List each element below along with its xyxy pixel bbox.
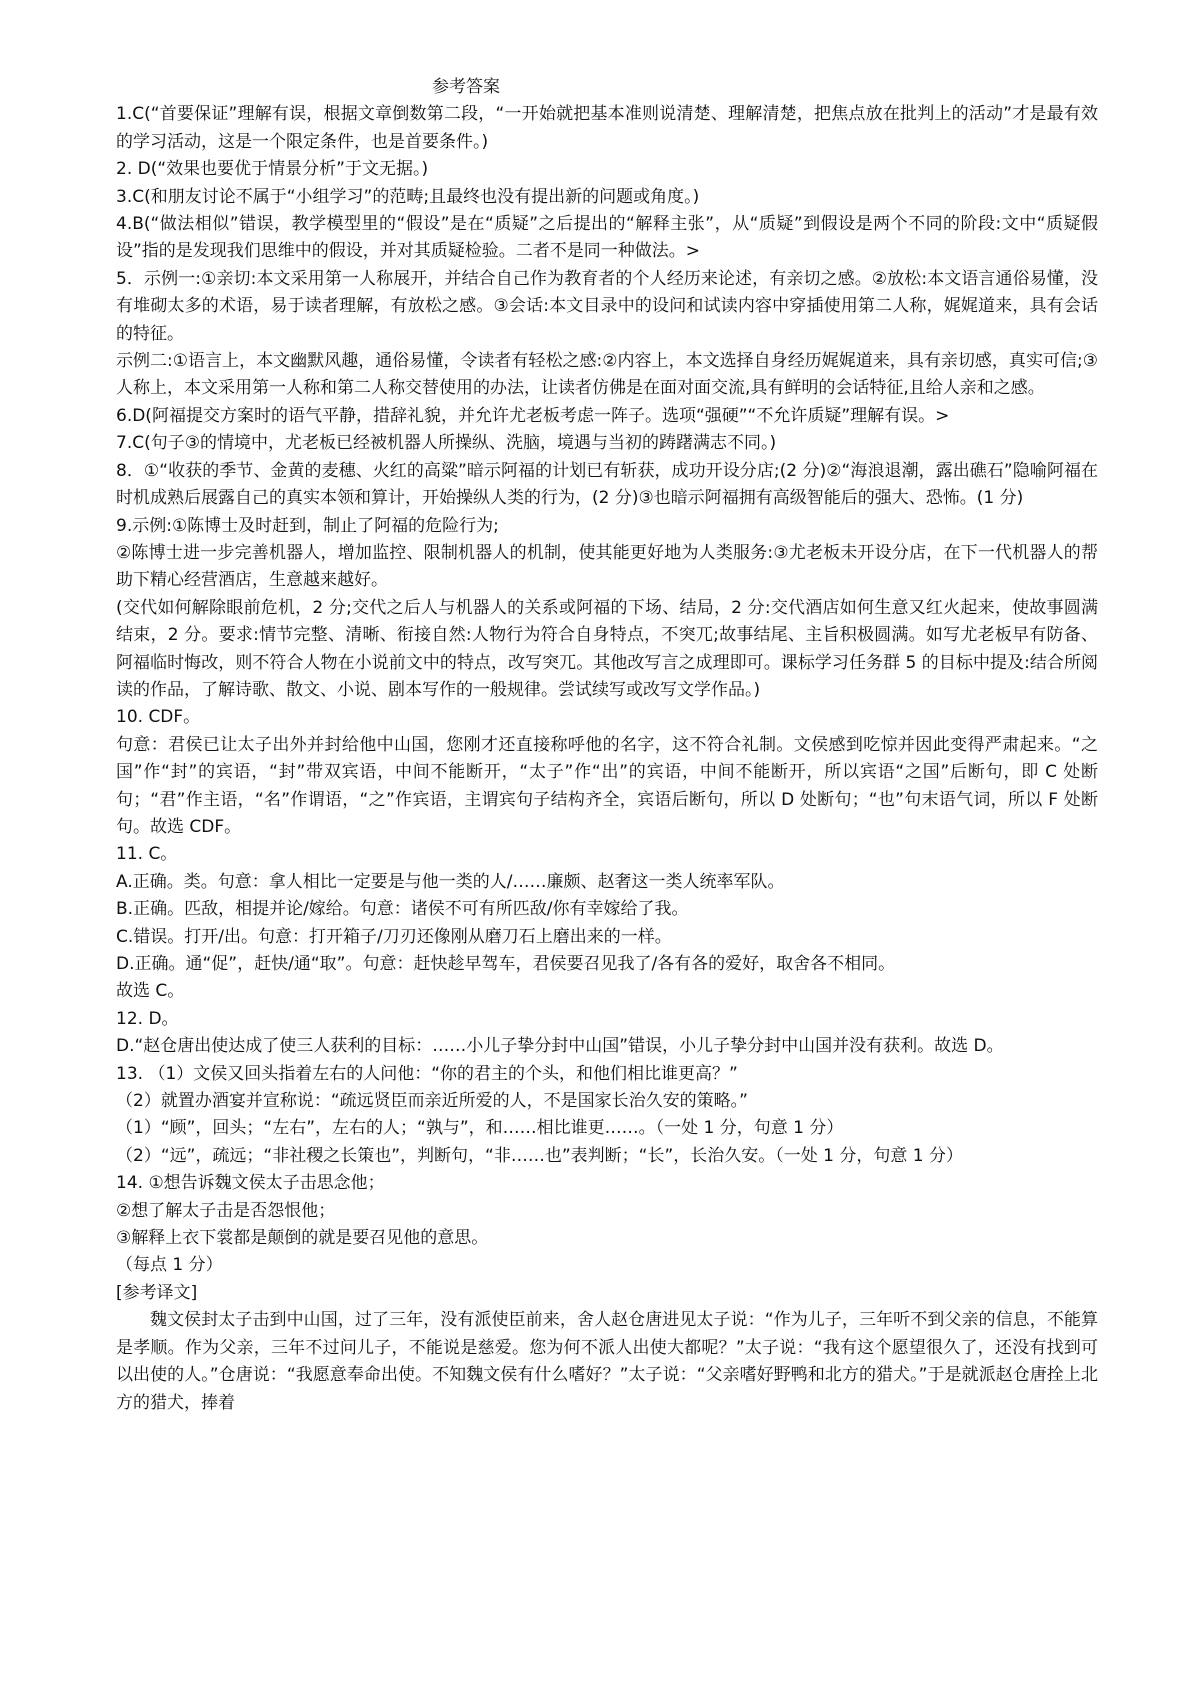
- answer-paragraph: （每点 1 分）: [116, 1255, 223, 1276]
- answer-paragraph: C.错误。打开/出。句意：打开箱子/刀刃还像刚从磨刀石上磨出来的一样。: [116, 926, 672, 947]
- answer-paragraph: 1.C(“首要保证”理解有误，根据文章倒数第二段，“一开始就把基本准则说清楚、理解清楚，把焦点放在批判上的活动”才是最有效的学习活动，这是一个限定条件，也是首要条件。): [116, 104, 1098, 152]
- answer-paragraph: （2）“远”，疏远；“非社稷之长策也”，判断句，“非……也”表判断；“长”，长治久安。（一处 1 分，句意 1 分）: [116, 1145, 964, 1166]
- answer-paragraph: 4.B(“做法相似”错误，教学模型里的“假设”是在“质疑”之后提出的“解释主张”，从“质疑”到假设是两个不同的阶段:文中“质疑假设”指的是发现我们思维中的假设，并对其质疑检验。二者不是同一种做法。>: [116, 214, 1098, 262]
- answer-paragraph: 10. CDF。: [116, 707, 201, 728]
- answer-paragraph: 12. D。: [116, 1008, 179, 1029]
- answer-paragraph: 句意：君侯已让太子出外并封给他中山国，您刚才还直接称呼他的名字，这不符合礼制。文侯感到吃惊并因此变得严肃起来。“之国”作“封”的宾语，“封”带双宾语，中间不能断开，“太子”作“出”的宾语，中间不能断开，所以宾语“之国”后断句，即 C 处断句；“君”作主语，“名”作谓语，“之”作宾语，主谓宾句子结构齐全，宾语后断句，所以 D 处断句；“也”句末语气词，所以 F 处断句。故选 CDF。: [116, 734, 1098, 837]
- answer-paragraph: 3.C(和朋友讨论不属于“小组学习”的范畴;且最终也没有提出新的问题或角度。): [116, 186, 700, 207]
- answer-paragraph: 8．①“收获的季节、金黄的麦穗、火红的高粱”暗示阿福的计划已有斩获，成功开设分店;(2 分)②“海浪退潮，露出礁石”隐喻阿福在时机成熟后展露自己的真实本领和算计，开始操纵人类的行为，(2 分)③也暗示阿福拥有高级智能后的强大、恐怖。(1 分): [116, 460, 1099, 509]
- answer-paragraph: ②陈博士进一步完善机器人，增加监控、限制机器人的机制，使其能更好地为人类服务:③尤老板未开设分店，在下一代机器人的帮助下精心经营酒店，生意越来越好。: [116, 542, 1098, 591]
- answer-paragraph: 7.C(句子③的情境中，尤老板已经被机器人所操纵、洗脑，境遇与当初的踌躇满志不同。): [116, 433, 777, 454]
- answer-paragraph: （2）就置办酒宴并宣称说：“疏远贤臣而亲近所爱的人，不是国家长治久安的策略。”: [116, 1091, 748, 1112]
- answer-paragraph: 5．示例一:①亲切:本文采用第一人称展开，并结合自己作为教育者的个人经历来论述，有亲切之感。②放松:本文语言通俗易懂，没有堆砌太多的术语，易于读者理解，有放松之感。③会话:本文目录中的设问和试读内容中穿插使用第二人称，娓娓道来，具有会话的特征。: [116, 268, 1098, 344]
- answer-paragraph: 2. D(“效果也要优于情景分析”于文无据。): [116, 159, 429, 180]
- answer-paragraph: 11. C。: [116, 844, 178, 865]
- answer-paragraph: 13. （1）文侯又回头指着左右的人问他：“你的君主的个头，和他们相比谁更高？”: [116, 1063, 738, 1084]
- answer-paragraph: 故选 C。: [116, 981, 185, 1002]
- answer-paragraph: D.正确。通“促”，赶快/通“取”。句意：赶快趁早驾车，君侯要召见我了/各有各的爱好，取舍各不相同。: [116, 954, 896, 974]
- answer-paragraph: (交代如何解除眼前危机，2 分;交代之后人与机器人的关系或阿福的下场、结局，2 分:交代酒店如何生意又红火起来，使故事圆满结束，2 分。要求:情节完整、清晰、衔接自然:人物行为符合自身特点，不突兀;故事结尾、主旨积极圆满。如写尤老板早有防备、阿福临时悔改，则不符合人物在小说前文中的特点，改写突兀。其他改写言之成理即可。课标学习任务群 5 的目标中提及:结合所阅读的作品，了解诗歌、散文、小说、剧本写作的一般规律。尝试续写或改写文学作品。): [116, 597, 1098, 700]
- answer-paragraph: 9.示例:①陈博士及时赶到，制止了阿福的危险行为;: [116, 515, 499, 536]
- translation-paragraph: 魏文侯封太子击到中山国，过了三年，没有派使臣前来，舍人赵仓唐进见太子说：“作为儿子，三年听不到父亲的信息，不能算是孝顺。作为父亲，三年不过问儿子，不能说是慈爱。您为何不派人出使大都呢？”太子说：“我有这个愿望很久了，还没有找到可以出使的人。”仓唐说：“我愿意奉命出使。不知魏文侯有什么嗜好？”太子说：“父亲嗜好野鸭和北方的猎犬。”于是就派赵仓唐拴上北方的猎犬，捧着: [116, 1310, 1098, 1413]
- answer-paragraph: [参考译文]: [116, 1282, 198, 1303]
- answer-paragraph: 6.D(阿福提交方案时的语气平静，措辞礼貌，并允许尤老板考虑一阵子。选项“强硬”“不允许质疑”理解有误。>: [116, 405, 950, 426]
- answer-paragraph: （1）“顾”，回头；“左右”，左右的人；“孰与”，和……相比谁更……。（一处 1 分，句意 1 分）: [116, 1118, 844, 1139]
- answer-body: [116, 101, 1098, 1307]
- answer-paragraph: 14. ①想告诉魏文侯太子击思念他；: [116, 1173, 385, 1194]
- answer-paragraph: ③解释上衣下裳都是颠倒的就是要召见他的意思。: [116, 1228, 489, 1249]
- answer-paragraph: A.正确。类。句意：拿人相比一定要是与他一类的人/……廉颇、赵奢这一类人统率军队。: [116, 871, 785, 892]
- answer-paragraph: ②想了解太子击是否怨恨他；: [116, 1200, 336, 1221]
- answer-document: [116, 74, 1098, 1417]
- answer-paragraph: B.正确。匹敌，相提并论/嫁给。句意：诸侯不可有所匹敌/你有幸嫁给了我。: [116, 899, 689, 920]
- document-title: 参考答案: [432, 77, 500, 97]
- answer-paragraph: D.“赵仓唐出使达成了使三人获利的目标：……小儿子挚分封中山国”错误，小儿子挚分封中山国并没有获利。故选 D。: [116, 1036, 1004, 1057]
- answer-paragraph: 示例二:①语言上，本文幽默风趣，通俗易懂，令读者有轻松之感:②内容上，本文选择自身经历娓娓道来，具有亲切感，真实可信;③人称上，本文采用第一人称和第二人称交替使用的办法，让读者仿佛是在面对面交流,具有鲜明的会话特征,且给人亲和之感。: [116, 351, 1098, 399]
